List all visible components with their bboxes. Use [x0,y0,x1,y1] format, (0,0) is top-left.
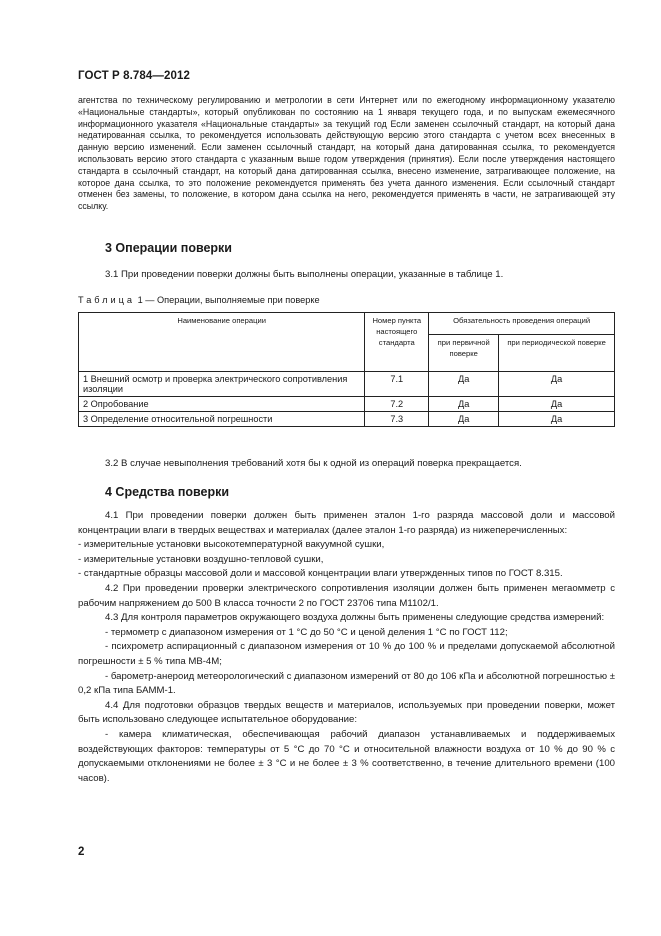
section-4-body [78,509,615,786]
list-item: - камера климатическая, обеспечивающая рабочий диапазон устанавливаемых и поддерживаемых воздействующих факторов: температуры от 5 °С до 70 °С и относительной влажности воздуха от 10 % до 90 % с допускаемыми отклонениями не более ± 3 °С и не более ± 3 % соответственно, в течение длительного времени (100 часов). [78,728,615,784]
cell-primary: Да [429,412,499,427]
table-row [79,397,615,412]
table-row [79,372,615,397]
header-primary: при первичной поверке [429,334,499,371]
paragraph-4-4: 4.4 Для подготовки образцов твердых веществ и материалов, используемых при проведении поверки, может быть использовано следующее испытательное оборудование: [78,699,615,726]
header-clause-number: Номер пункта настоящего стандарта [365,313,429,372]
document-header: ГОСТ Р 8.784—2012 [78,70,190,82]
cell-operation-name: 2 Опробование [79,397,365,412]
cell-primary: Да [429,397,499,412]
paragraph-3-1: 3.1 При проведении поверки должны быть выполнены операции, указанные в таблице 1. [105,269,504,280]
header-obligation: Обязательность проведения операций [429,313,615,335]
paragraph-3-2: 3.2 В случае невыполнения требований хотя бы к одной из операций поверка прекращается. [105,458,522,469]
cell-clause-number: 7.2 [365,397,429,412]
cell-operation-name: 3 Определение относительной погрешности [79,412,365,427]
section-3-heading: 3 Операции поверки [105,241,232,255]
paragraph-4-3: 4.3 Для контроля параметров окружающего воздуха должны быть применены следующие средства измерений: [105,612,605,624]
header-operation-name: Наименование операции [79,313,365,372]
table-caption-text: 1 — Операции, выполняемые при поверке [135,295,320,305]
list-item: - измерительные установки высокотемпературной вакуумной сушки, [78,539,385,551]
cell-periodic: Да [499,412,615,427]
list-item: - термометр с диапазоном измерения от 1 °С до 50 °С и ценой деления 1 °С по ГОСТ 112; [105,626,508,638]
table-row [79,412,615,427]
header-periodic: при периодической поверке [499,334,615,371]
section-4-heading: 4 Средства поверки [105,485,230,499]
table-caption-label: Таблица [78,295,136,305]
cell-primary: Да [429,372,499,397]
list-item: - барометр-анероид метеорологический с диапазоном измерений от 80 до 106 кПа и абсолютной погрешностью ± 0,2 кПа типа БАММ-1. [78,670,615,697]
table-caption [78,295,320,305]
page-number: 2 [78,846,85,858]
list-item: - измерительные установки воздушно-тепловой сушки, [78,553,324,565]
cell-periodic: Да [499,397,615,412]
intro-paragraph: агентства по техническому регулированию и метрологии в сети Интернет или по ежегодному информационному указателю «Национальные стандарты», который опубликован по состоянию на 1 января текущего года, и по выпускам ежемесячного информационного указателя «Национальные стандарты» за текущий год Если заменен ссылочный стандарт, на который дана недатированная ссылка, то рекомендуется использовать действующую версию этого стандарта с учетом всех внесенных в данную версию изменений. Если заменен ссылочный стандарт, на который дана датированная ссылка, то рекомендуется использовать версию этого стандарта с указанным выше годом утверждения (принятия). Если после утверждения настоящего стандарта в ссылочный стандарт, на который дана датированная ссылка, внесено изменение, затрагивающее положение, на которое дана ссылка, то это положение рекомендуется применять без учета данного изменения. Если ссылочный стандарт отменен без замены, то положение, в котором дана ссылка на него, рекомендуется применять в части, не затрагивающей эту ссылку. [78,95,615,212]
paragraph-4-2: 4.2 При проведении проверки электрического сопротивления изоляции должен быть применен мегаомметр с рабочим напряжением до 500 В класса точности 2 по ГОСТ 23706 типа М1102/1. [78,582,615,609]
cell-periodic: Да [499,372,615,397]
list-item: - психрометр аспирационный с диапазоном измерения от 10 % до 100 % и пределами допускаемой абсолютной погрешности ± 5 % типа МВ-4М; [78,641,615,667]
table-header-row [79,313,615,335]
cell-clause-number: 7.1 [365,372,429,397]
paragraph-4-1: 4.1 При проведении поверки должен быть применен эталон 1-го разряда массовой доли и массовой концентрации влаги в твердых веществах и материалах (далее эталон 1-го разряда) из нижеперечисленных: [78,510,615,536]
list-item: - стандартные образцы массовой доли и массовой концентрации влаги утвержденных типов по ГОСТ 8.315. [78,568,563,580]
cell-clause-number: 7.3 [365,412,429,427]
operations-table [78,312,615,427]
cell-operation-name: 1 Внешний осмотр и проверка электрического сопротивления изоляции [79,372,365,397]
